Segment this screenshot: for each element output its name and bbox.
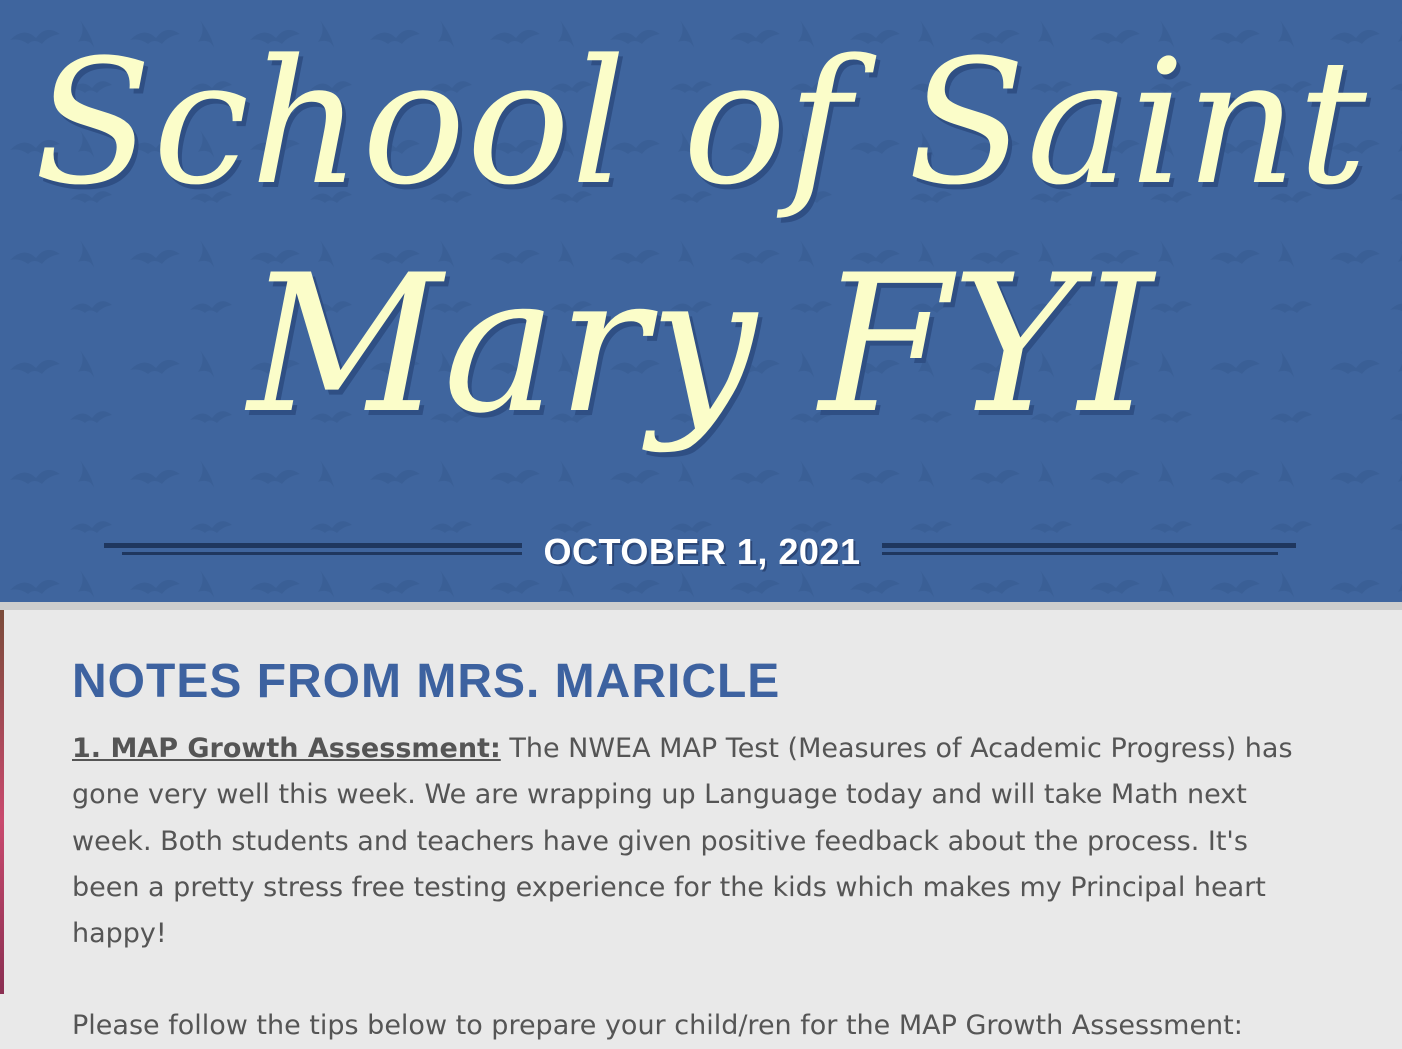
tips-intro-paragraph: Please follow the tips below to prepare your child/ren for the MAP Growth Assessment:	[72, 1010, 1243, 1042]
item-1-text: The NWEA MAP Test (Measures of Academic Progress) has gone very well this week. We are wrapping up Language today and will take Math next week. Both students and teachers have given positive feedback about the process. It's been a pretty stress free testing experience for the kids which makes my Principal heart happy!	[72, 733, 1293, 950]
right-rule-thick-line	[882, 543, 1296, 548]
left-edge-decoration	[0, 610, 4, 994]
newsletter-title-line-2: Mary FYI	[247, 234, 1155, 455]
item-1-label: 1. MAP Growth Assessment:	[72, 733, 501, 764]
section-heading: NOTES FROM MRS. MARICLE	[72, 655, 781, 708]
left-double-rule	[104, 526, 522, 542]
main-content	[72, 650, 1332, 1049]
date-banner	[0, 526, 1402, 576]
header-bottom-border	[0, 602, 1402, 610]
newsletter-title-line-1: School of Saint	[34, 22, 1368, 223]
left-rule-thin-line	[122, 552, 522, 555]
newsletter-date: OCTOBER 1, 2021	[543, 531, 861, 572]
item-1-paragraph	[72, 726, 1322, 957]
right-rule-thin-line	[882, 552, 1278, 555]
right-double-rule	[882, 526, 1296, 542]
left-rule-thick-line	[104, 543, 522, 548]
